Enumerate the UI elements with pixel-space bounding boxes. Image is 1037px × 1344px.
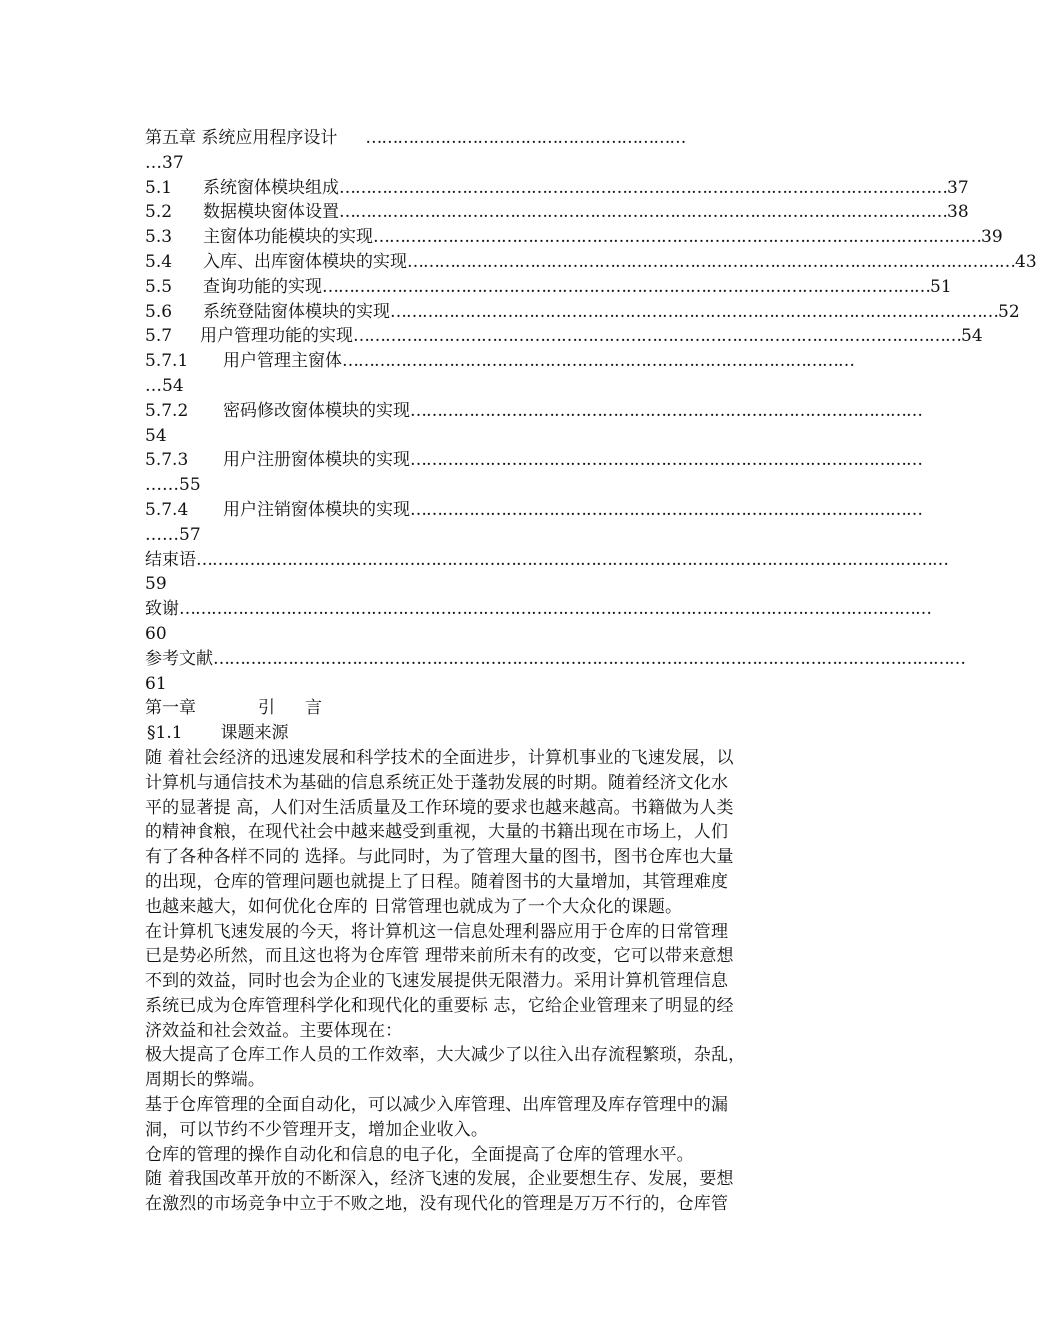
toc-leader-dots: …………………………………………………………………………………… xyxy=(342,351,854,372)
toc-entry-title: 主窗体功能模块的实现 xyxy=(203,227,373,248)
toc-entry-number: 5.4 xyxy=(145,251,173,272)
body-line: 不到的效益，同时也会为企业的飞速发展提供无限潜力。采用计算机管理信息 xyxy=(145,971,729,992)
toc-entry-title: 结束语 xyxy=(145,549,196,570)
toc-leader-dots: …………………………………………………………………………………………………… xyxy=(322,276,930,297)
toc-entry-page: 59 xyxy=(145,574,167,595)
body-text xyxy=(145,746,805,1217)
toc-entry-number: 5.7.3 xyxy=(145,450,189,471)
toc-entry-title: 致谢 xyxy=(145,599,179,620)
toc-entry-page: 37 xyxy=(947,177,969,198)
body-line: 的精神食粮，在现代社会中越来越受到重视，大量的书籍出现在市场上，人们 xyxy=(145,822,729,843)
toc-entry-number: 5.2 xyxy=(145,202,173,223)
toc-entry-page: ……57 xyxy=(145,524,201,545)
toc-entry-number: 5.7.1 xyxy=(145,351,189,372)
body-line: 济效益和社会效益。主要体现在： xyxy=(145,1020,403,1041)
toc-entry-5-7-3 xyxy=(145,448,922,473)
toc-entry-title: 用户管理功能的实现 xyxy=(200,326,353,347)
toc-entry-number: 5.7.4 xyxy=(145,499,189,520)
toc-leader-dots: …………………………………………………………………………………… xyxy=(410,400,922,421)
toc-leader-dots: …………………………………………………………………………………………………………………………… xyxy=(179,599,931,620)
section-number: §1.1 xyxy=(147,723,183,744)
toc-entry-5-7-4 xyxy=(145,498,922,523)
toc-entry-page: 52 xyxy=(998,301,1020,322)
toc-entry-number: 5.3 xyxy=(145,227,173,248)
toc-leader-dots: …………………………………………………………………………………………………… xyxy=(339,202,947,223)
toc-leader-dots: …………………………………………………………………………………………………… xyxy=(390,301,998,322)
toc-entry-references xyxy=(145,647,965,672)
toc-entry-page: 43 xyxy=(1015,251,1037,272)
toc-leader-dots: …………………………………………………………………………………… xyxy=(410,450,922,471)
toc-leader-dots: …………………………………………………… xyxy=(365,128,686,148)
toc-chapter5-page: …37 xyxy=(145,152,184,173)
toc-entry-page: …54 xyxy=(145,375,184,396)
toc-entry-5-2 xyxy=(145,200,969,225)
toc-leader-dots: …………………………………………………………………………………………………… xyxy=(339,177,947,198)
toc-entry-title: 系统窗体模块组成 xyxy=(203,177,339,198)
toc-entry-5-5 xyxy=(145,275,952,300)
body-line: 随 着社会经济的迅速发展和科学技术的全面进步，计算机事业的飞速发展，以 xyxy=(145,747,734,768)
body-line: 的出现，仓库的管理问题也就提上了日程。随着图书的大量增加，其管理难度 xyxy=(145,871,729,892)
toc-entry-chapter5 xyxy=(145,126,805,151)
toc-entry-5-7 xyxy=(145,324,983,349)
toc-leader-dots: …………………………………………………………………………………………………… xyxy=(407,251,1015,272)
toc-entry-number: 5.5 xyxy=(145,276,173,297)
document-page xyxy=(145,126,1037,1217)
toc-chapter5-label: 第五章 系统应用程序设计 xyxy=(145,128,338,148)
section-heading xyxy=(145,721,805,746)
toc-entry-page: 54 xyxy=(961,326,983,347)
toc-entry-title: 用户注销窗体模块的实现 xyxy=(223,499,410,520)
toc-entry-title: 密码修改窗体模块的实现 xyxy=(223,400,410,421)
toc-entry-acknowledgement xyxy=(145,597,931,622)
body-line: 随 着我国改革开放的不断深入，经济飞速的发展，企业要想生存、发展，要想 xyxy=(145,1169,734,1190)
toc-leader-dots: …………………………………………………………………………………………………………………………… xyxy=(213,648,965,669)
body-line: 周期长的弊端。 xyxy=(145,1070,266,1091)
toc-entry-number: 5.7.2 xyxy=(145,400,189,421)
body-line: 计算机与通信技术为基础的信息系统正处于蓬勃发展的时期。随着经济文化水 xyxy=(145,772,729,793)
toc-entry-title: 参考文献 xyxy=(145,648,213,669)
toc-entry-title: 数据模块窗体设置 xyxy=(203,202,339,223)
toc-entry-title: 用户注册窗体模块的实现 xyxy=(223,450,410,471)
toc-entry-5-7-1 xyxy=(145,349,854,374)
body-line: 系统已成为仓库管理科学化和现代化的重要标 志，它给企业管理来了明显的经 xyxy=(145,995,734,1016)
toc-entry-page: 54 xyxy=(145,425,167,446)
chapter-number: 第一章 xyxy=(145,698,196,719)
body-line: 已是势必所然，而且这也将为仓库管 理带来前所未有的改变，它可以带来意想 xyxy=(145,946,734,967)
body-line: 仓库的管理的操作自动化和信息的电子化，全面提高了仓库的管理水平。 xyxy=(145,1144,694,1165)
chapter-heading xyxy=(145,696,805,721)
toc-leader-dots: …………………………………………………………………………………… xyxy=(410,499,922,520)
toc-entry-page: ……55 xyxy=(145,475,201,496)
toc-entry-page: 60 xyxy=(145,623,167,644)
toc-entry-title: 查询功能的实现 xyxy=(203,276,322,297)
chapter-title-char: 言 xyxy=(305,698,322,719)
body-line: 也越来越大，如何优化仓库的 日常管理也就成为了一个大众化的课题。 xyxy=(145,896,683,917)
toc-entry-page: 61 xyxy=(145,673,167,694)
body-line: 洞，可以节约不少管理开支，增加企业收入。 xyxy=(145,1119,488,1140)
toc-entry-5-6 xyxy=(145,300,1020,325)
body-line: 平的显著提 高，人们对生活质量及工作环境的要求也越来越高。书籍做为人类 xyxy=(145,797,734,818)
toc-entry-title: 入库、出库窗体模块的实现 xyxy=(203,251,407,272)
section-title: 课题来源 xyxy=(220,723,289,744)
toc-entry-title: 系统登陆窗体模块的实现 xyxy=(203,301,390,322)
toc-entry-number: 5.7 xyxy=(145,326,173,347)
body-line: 有了各种各样不同的 选择。与此同时，为了管理大量的图书，图书仓库也大量 xyxy=(145,847,734,868)
toc-entry-conclusion xyxy=(145,548,948,573)
toc-entry-5-3 xyxy=(145,225,1003,250)
toc-entry-5-1 xyxy=(145,176,969,201)
toc-leader-dots: …………………………………………………………………………………………………………………………… xyxy=(196,549,948,570)
body-line: 极大提高了仓库工作人员的工作效率，大大减少了以往入出存流程繁琐，杂乱， xyxy=(145,1045,746,1066)
toc-entry-page: 38 xyxy=(947,202,969,223)
toc-leader-dots: …………………………………………………………………………………………………… xyxy=(373,227,981,248)
toc-entry-page: 51 xyxy=(930,276,952,297)
body-line: 在激烈的市场竞争中立于不败之地，没有现代化的管理是万万不行的，仓库管 xyxy=(145,1194,729,1215)
toc-entry-number: 5.6 xyxy=(145,301,173,322)
body-line: 在计算机飞速发展的今天，将计算机这一信息处理利器应用于仓库的日常管理 xyxy=(145,921,729,942)
toc-entry-title: 用户管理主窗体 xyxy=(223,351,342,372)
toc-entry-page: 39 xyxy=(981,227,1003,248)
body-line: 基于仓库管理的全面自动化，可以减少入库管理、出库管理及库存管理中的漏 xyxy=(145,1095,729,1116)
toc-entry-5-7-2 xyxy=(145,399,922,424)
chapter-title-char: 引 xyxy=(258,698,275,719)
toc-entry-number: 5.1 xyxy=(145,177,173,198)
toc-entry-5-4 xyxy=(145,250,1037,275)
toc-leader-dots: …………………………………………………………………………………………………… xyxy=(353,326,961,347)
